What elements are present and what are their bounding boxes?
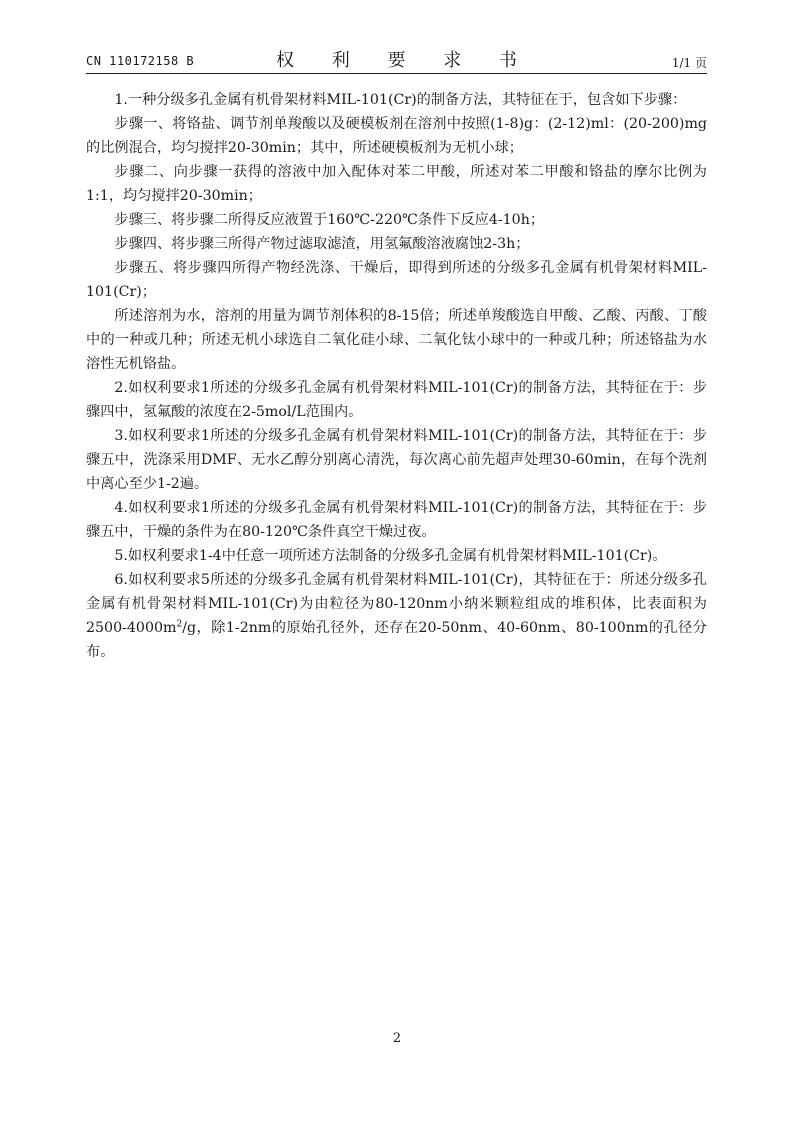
claims-body: [86, 88, 707, 664]
header-divider: [86, 73, 707, 74]
claim-paragraph: 步骤五、将步骤四所得产物经洗涤、干燥后，即得到所述的分级多孔金属有机骨架材料MIL-101(Cr)；: [86, 260, 707, 300]
claim-paragraph: 步骤四、将步骤三所得产物过滤取滤渣，用氢氟酸溶液腐蚀2-3h；: [114, 236, 530, 252]
page-number: 2: [392, 1031, 402, 1046]
superscript: 2: [176, 619, 183, 630]
claim-paragraph: 5.如权利要求1-4中任意一项所述方法制备的分级多孔金属有机骨架材料MIL-101(Cr)。: [114, 548, 667, 564]
page-info: 1/1 页: [671, 56, 707, 70]
claim-paragraph: 步骤二、向步骤一获得的溶液中加入配体对苯二甲酸，所述对苯二甲酸和铬盐的摩尔比例为1:1，均匀搅拌20-30min；: [86, 164, 707, 204]
claim-paragraph: 步骤一、将铬盐、调节剂单羧酸以及硬模板剂在溶剂中按照(1-8)g：(2-12)ml：(20-200)mg的比例混合，均匀搅拌20-30min；其中，所述硬模板剂为无机小球；: [86, 116, 707, 156]
claim-paragraph: 4.如权利要求1所述的分级多孔金属有机骨架材料MIL-101(Cr)的制备方法，其特征在于：步骤五中，干燥的条件为在80-120℃条件真空干燥过夜。: [86, 500, 707, 540]
claim-paragraph: 1.一种分级多孔金属有机骨架材料MIL-101(Cr)的制备方法，其特征在于，包含如下步骤：: [114, 92, 687, 108]
claim-paragraph: 2.如权利要求1所述的分级多孔金属有机骨架材料MIL-101(Cr)的制备方法，其特征在于：步骤四中，氢氟酸的浓度在2-5mol/L范围内。: [86, 380, 707, 420]
page-header: [86, 46, 707, 72]
claim-paragraph: 所述溶剂为水，溶剂的用量为调节剂体积的8-15倍；所述单羧酸选自甲酸、乙酸、丙酸、丁酸中的一种或几种；所述无机小球选自二氧化硅小球、二氧化钛小球中的一种或几种；所述铬盐为水溶性无机铬盐。: [86, 308, 707, 372]
claim-paragraph: 步骤三、将步骤二所得反应液置于160℃-220℃条件下反应4-10h；: [114, 212, 545, 228]
claim-paragraph: 3.如权利要求1所述的分级多孔金属有机骨架材料MIL-101(Cr)的制备方法，其特征在于：步骤五中，洗涤采用DMF、无水乙醇分别离心清洗，每次离心前先超声处理30-60min，在每个洗剂中离心至少1-2遍。: [86, 428, 707, 492]
claim-paragraph: [86, 568, 707, 664]
claim6-text-a: 6.如权利要求5所述的分级多孔金属有机骨架材料MIL-101(Cr)，其特征在于：所述分级多孔金属有机骨架材料MIL-101(Cr)为由粒径为80-120nm小纳米颗粒组成的堆积体，比表面积为2500-4000m: [86, 572, 707, 636]
patent-number: CN 110172158 B: [86, 54, 195, 68]
document-title: 权 利 要 求 书: [276, 50, 533, 71]
claim6-text-b: /g，除1-2nm的原始孔径外，还存在20-50nm、40-60nm、80-100nm的孔径分布。: [86, 620, 707, 660]
